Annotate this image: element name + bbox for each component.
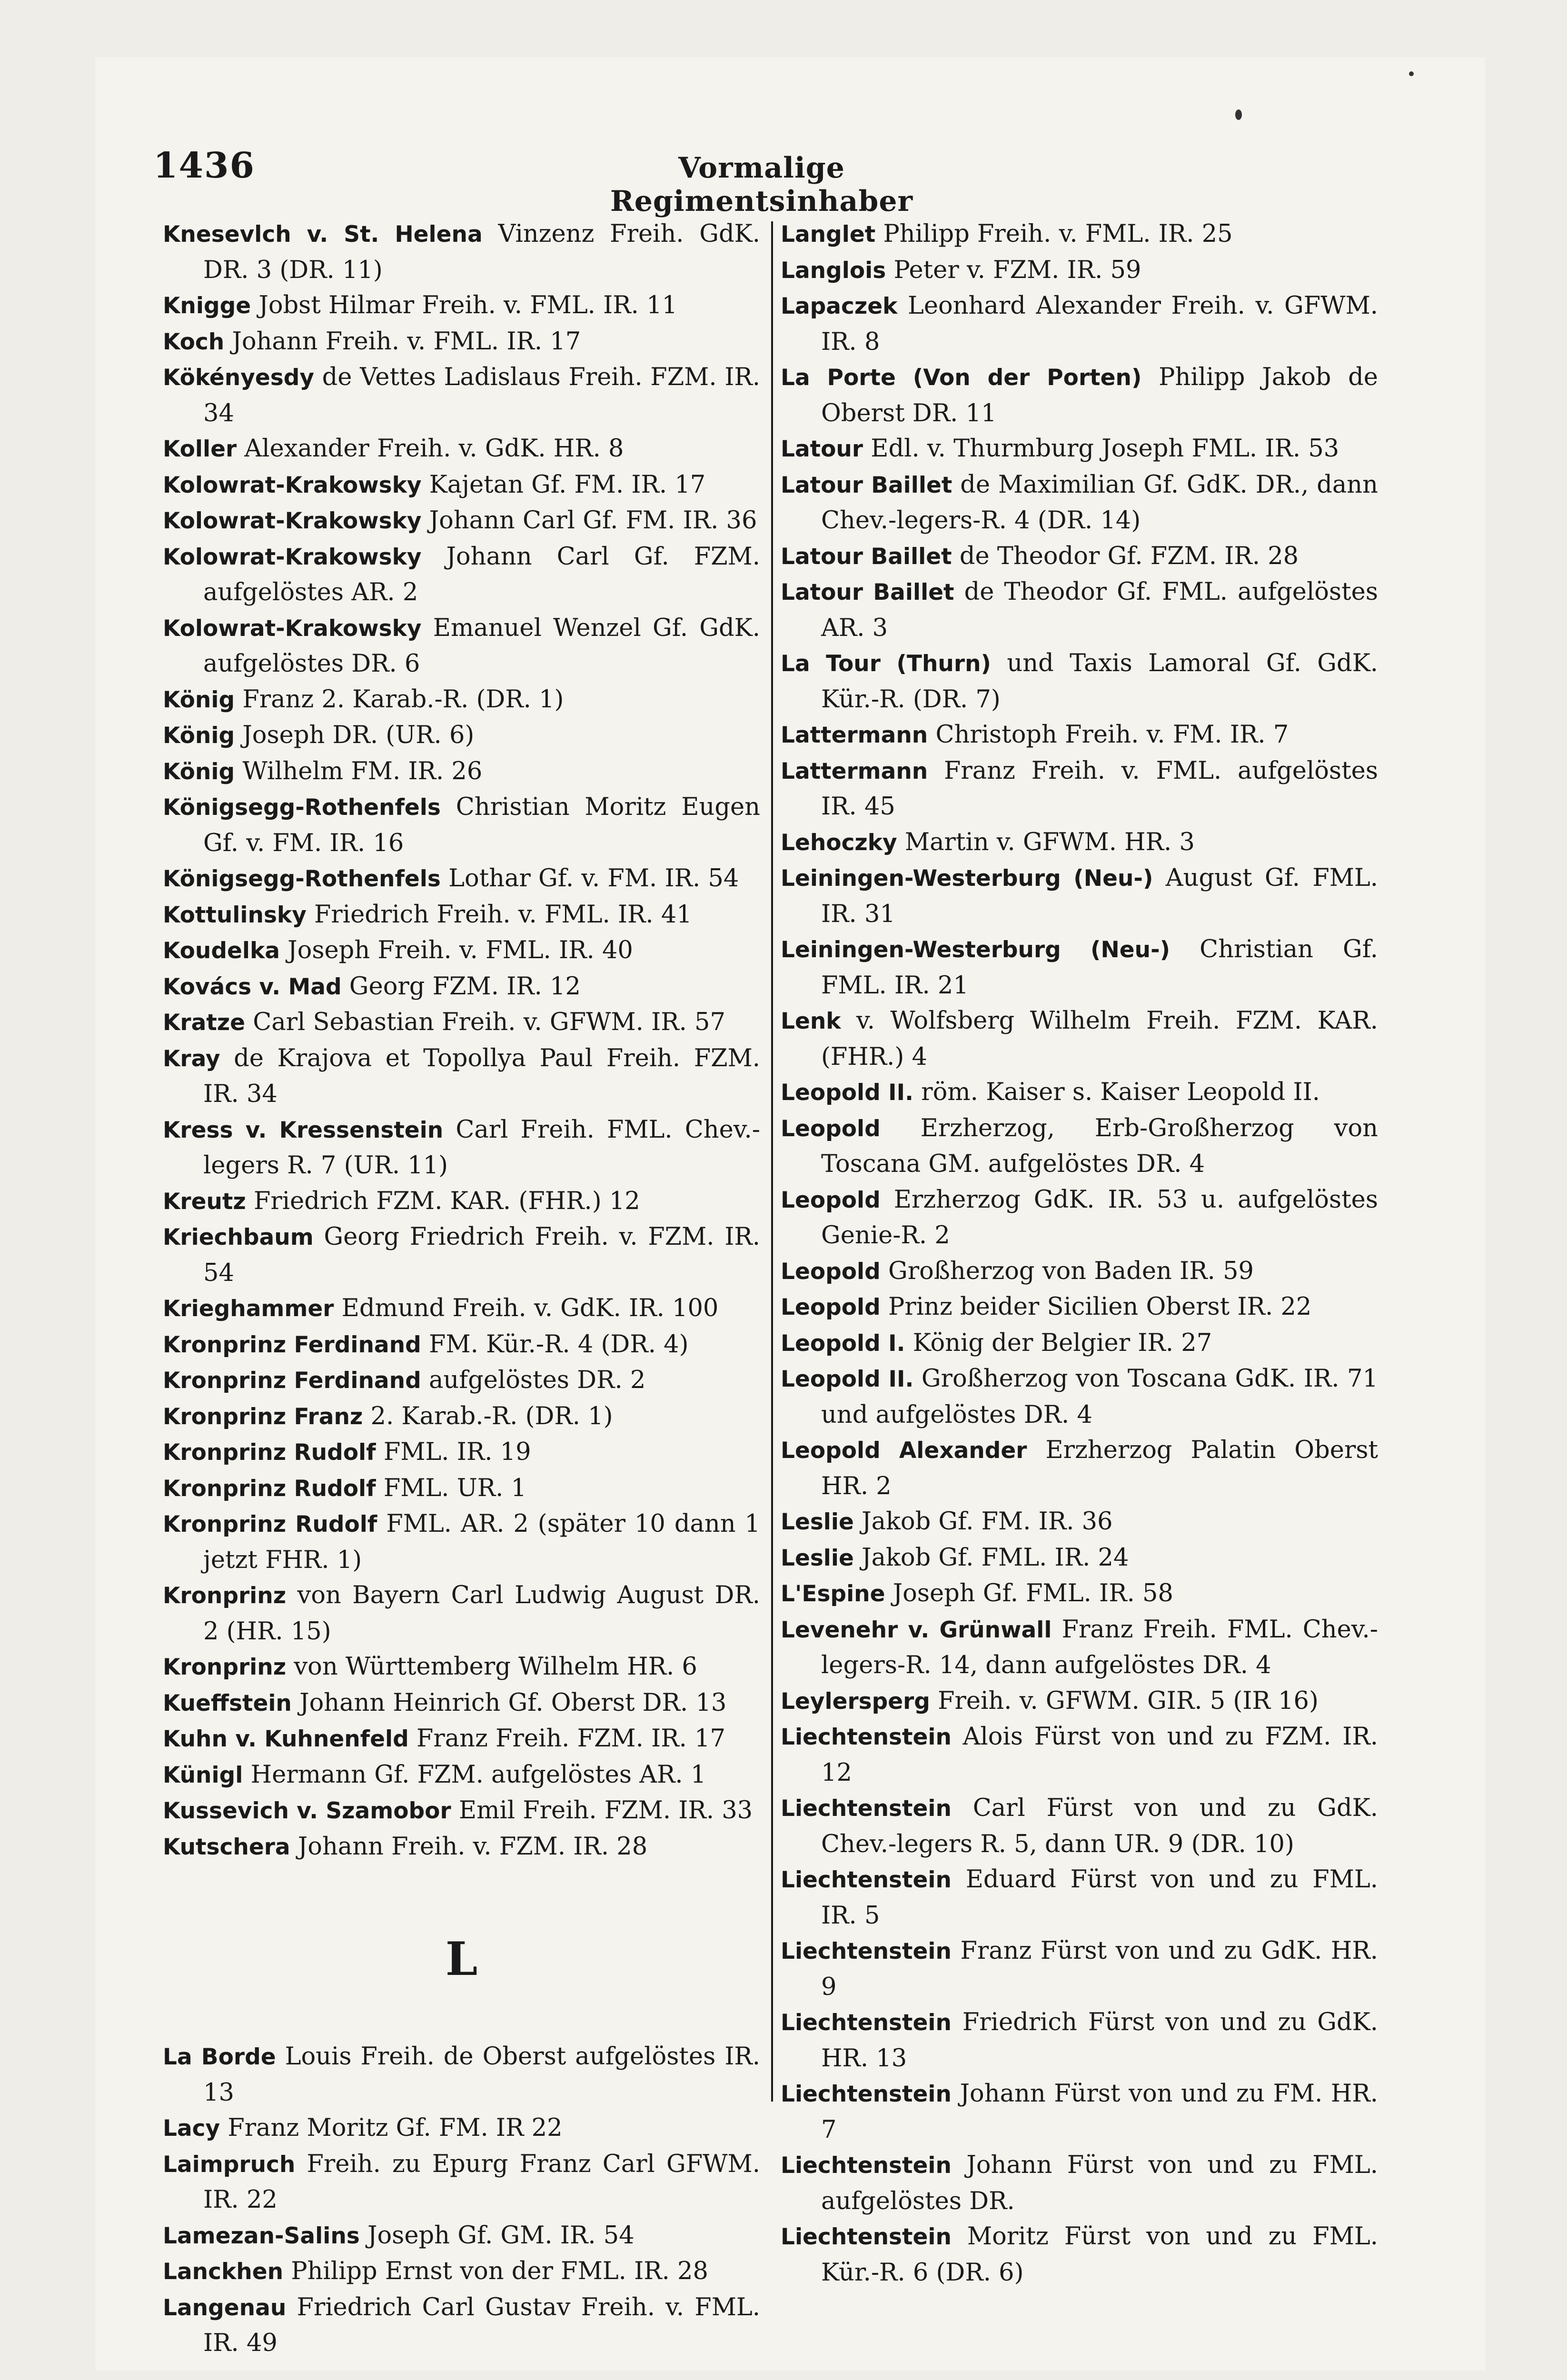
register-entry xyxy=(163,611,760,682)
entry-text: Emanuel Wenzel Gf. GdK. aufgelöstes DR. 6 xyxy=(203,614,760,678)
entry-text: von Württemberg Wilhelm HR. 6 xyxy=(286,1653,697,1681)
register-entry xyxy=(163,969,760,1005)
register-entry xyxy=(781,1254,1378,1290)
entry-text: de Theodor Gf. FML. aufgelöstes AR. 3 xyxy=(821,578,1378,642)
entry-text: Joseph Gf. FML. IR. 58 xyxy=(885,1579,1173,1607)
entry-text: Kajetan Gf. FM. IR. 17 xyxy=(421,470,706,499)
section-letter-heading: L xyxy=(445,1932,478,1986)
entry-headword: König xyxy=(163,686,235,713)
entry-text: de Maximilian Gf. GdK. DR., dann Chev.-legers-R. 4 (DR. 14) xyxy=(821,470,1379,535)
register-entry xyxy=(781,1003,1378,1075)
entry-headword: Kussevich v. Szamobor xyxy=(163,1798,451,1824)
entry-headword: Leopold Alexander xyxy=(781,1438,1027,1464)
entry-headword: Kottulinsky xyxy=(163,902,307,928)
entry-headword: La Tour (Thurn) xyxy=(781,651,992,677)
entry-text: Georg FZM. IR. 12 xyxy=(341,972,581,1001)
entry-headword: Kolowrat-Krakowsky xyxy=(163,472,422,498)
entry-text: Großherzog von Toscana GdK. IR. 71 und aufgelöstes DR. 4 xyxy=(821,1365,1378,1429)
register-entry xyxy=(781,861,1378,932)
register-entry xyxy=(163,1041,760,1112)
register-entry xyxy=(163,1291,760,1327)
entry-text: Friedrich FZM. KAR. (FHR.) 12 xyxy=(246,1187,640,1215)
entry-text: de Krajova et Topollya Paul Freih. FZM. IR. 34 xyxy=(203,1044,760,1108)
entry-text: Franz 2. Karab.-R. (DR. 1) xyxy=(235,685,564,714)
entry-headword: Liechtenstein xyxy=(781,2010,952,2036)
register-entry xyxy=(163,360,760,431)
register-entry xyxy=(781,1576,1378,1612)
entry-list-right xyxy=(781,217,1378,2291)
register-entry xyxy=(163,1005,760,1041)
entry-headword: Latour Baillet xyxy=(781,472,952,498)
entry-text: Joseph Freih. v. FML. IR. 40 xyxy=(279,936,633,964)
entry-headword: König xyxy=(163,758,235,785)
register-entry xyxy=(781,1182,1378,1254)
entry-headword: La Porte (Von der Porten) xyxy=(781,365,1142,391)
entry-text: Edl. v. Thurmburg Joseph FML. IR. 53 xyxy=(863,435,1339,463)
entry-headword: Latour xyxy=(781,436,863,462)
register-entry xyxy=(163,1471,760,1507)
register-entry xyxy=(163,2111,760,2147)
register-entry xyxy=(163,933,760,969)
entry-headword: La Borde xyxy=(163,2044,276,2070)
register-entry xyxy=(163,1757,760,1794)
entry-text: Franz Fürst von und zu GdK. HR. 9 xyxy=(821,1937,1378,2001)
entry-text: Christian Gf. FML. IR. 21 xyxy=(821,935,1378,1000)
register-entry xyxy=(781,1612,1378,1684)
register-entry xyxy=(781,431,1378,467)
entry-headword: Langlet xyxy=(781,221,876,248)
register-entry xyxy=(163,861,760,897)
entry-text: Johann Carl Gf. FM. IR. 36 xyxy=(421,506,757,535)
entry-headword: Kronprinz Rudolf xyxy=(163,1475,376,1502)
register-entry xyxy=(163,897,760,933)
entry-text: de Vettes Ladislaus Freih. FZM. IR. 34 xyxy=(203,363,760,427)
entry-text: Christian Moritz Eugen Gf. v. FM. IR. 16 xyxy=(203,793,760,857)
register-entry xyxy=(781,1540,1378,1577)
entry-headword: Latour Baillet xyxy=(781,579,954,605)
entry-headword: Kolowrat-Krakowsky xyxy=(163,544,422,570)
entry-text: Friedrich Carl Gustav Freih. v. FML. IR. 49 xyxy=(203,2293,760,2357)
entry-text: Moritz Fürst von und zu FML. Kür.-R. 6 (DR. 6) xyxy=(821,2222,1378,2287)
entry-text: v. Wolfsberg Wilhelm Freih. FZM. KAR. (FHR.) 4 xyxy=(821,1007,1378,1071)
entry-headword: Kronprinz xyxy=(163,1583,287,1609)
ink-speck xyxy=(1409,71,1414,76)
entry-text: Carl Sebastian Freih. v. GFWM. IR. 57 xyxy=(245,1008,725,1036)
entry-headword: Leopold II. xyxy=(781,1080,913,1106)
entry-headword: Kriechbaum xyxy=(163,1224,314,1250)
entry-headword: Lattermann xyxy=(781,722,928,748)
entry-headword: Leopold xyxy=(781,1187,881,1213)
entry-headword: Liechtenstein xyxy=(781,2224,952,2250)
entry-headword: Kronprinz xyxy=(163,1654,287,1680)
entry-headword: Langlois xyxy=(781,257,886,284)
entry-headword: König xyxy=(163,723,235,749)
register-entry xyxy=(781,1504,1378,1540)
entry-headword: Lattermann xyxy=(781,758,928,784)
entry-text: Martin v. GFWM. HR. 3 xyxy=(897,828,1195,856)
register-entry xyxy=(163,1184,760,1220)
entry-headword: Leopold II. xyxy=(781,1366,914,1392)
column-divider xyxy=(771,221,773,2102)
entry-headword: Knesevlch v. St. Helena xyxy=(163,221,483,248)
entry-text: Joseph DR. (UR. 6) xyxy=(235,721,475,749)
register-entry xyxy=(781,1433,1378,1504)
entry-headword: Koller xyxy=(163,436,237,462)
entry-headword: Liechtenstein xyxy=(781,1867,952,1893)
entry-text: Prinz beider Sicilien Oberst IR. 22 xyxy=(880,1293,1312,1321)
register-entry xyxy=(781,1111,1378,1182)
register-entry xyxy=(163,1721,760,1757)
entry-headword: Kronprinz Ferdinand xyxy=(163,1331,421,1358)
entry-text: de Theodor Gf. FZM. IR. 28 xyxy=(952,542,1299,570)
entry-headword: Kronprinz Rudolf xyxy=(163,1511,377,1537)
register-entry xyxy=(163,1435,760,1471)
entry-text: Philipp Freih. v. FML. IR. 25 xyxy=(875,220,1233,248)
entry-headword: Kronprinz Franz xyxy=(163,1403,363,1430)
register-entry xyxy=(163,2290,760,2361)
register-entry xyxy=(163,217,760,288)
register-entry xyxy=(163,1649,760,1686)
entry-headword: Leiningen-Westerburg (Neu-) xyxy=(781,937,1170,963)
entry-text: Freih. v. GFWM. GIR. 5 (IR 16) xyxy=(930,1686,1319,1715)
entry-text: Franz Freih. v. FML. aufgelöstes IR. 45 xyxy=(821,756,1378,821)
entry-headword: Kovács v. Mad xyxy=(163,973,342,1000)
entry-text: FML. UR. 1 xyxy=(376,1474,526,1502)
register-entry xyxy=(781,2076,1378,2148)
entry-headword: Lacy xyxy=(163,2115,220,2142)
entry-text: Vinzenz Freih. GdK. DR. 3 (DR. 11) xyxy=(203,220,760,284)
entry-headword: Künigl xyxy=(163,1762,243,1788)
register-entry xyxy=(163,288,760,324)
register-entry xyxy=(781,539,1378,575)
entry-text: Jakob Gf. FML. IR. 24 xyxy=(853,1543,1129,1572)
entry-text: Erzherzog, Erb-Großherzog von Toscana GM. aufgelöstes DR. 4 xyxy=(821,1114,1378,1178)
entry-text: Philipp Jakob de Oberst DR. 11 xyxy=(821,363,1378,427)
entry-headword: Kronprinz Rudolf xyxy=(163,1439,376,1466)
register-entry xyxy=(781,1791,1378,1862)
entry-headword: Lanckhen xyxy=(163,2259,284,2285)
entry-text: Jakob Gf. FM. IR. 36 xyxy=(853,1507,1113,1536)
entry-text: FM. Kür.-R. 4 (DR. 4) xyxy=(421,1330,689,1359)
entry-headword: Königsegg-Rothenfels xyxy=(163,794,441,821)
entry-text: und Taxis Lamoral Gf. GdK. Kür.-R. (DR. 7) xyxy=(821,649,1379,714)
entry-headword: Leiningen-Westerburg (Neu-) xyxy=(781,865,1153,892)
register-entry xyxy=(781,1934,1378,2005)
entry-text: Franz Freih. FZM. IR. 17 xyxy=(408,1725,725,1753)
register-entry xyxy=(781,1289,1378,1326)
entry-list-l xyxy=(163,2039,760,2361)
entry-headword: Königsegg-Rothenfels xyxy=(163,866,441,892)
entry-text: 2. Karab.-R. (DR. 1) xyxy=(363,1402,613,1430)
entry-headword: Kray xyxy=(163,1045,220,1072)
entry-text: Alexander Freih. v. GdK. HR. 8 xyxy=(237,435,624,463)
register-entry xyxy=(781,1684,1378,1720)
register-entry xyxy=(781,253,1378,289)
entry-headword: Kuhn v. Kuhnenfeld xyxy=(163,1726,409,1752)
register-entry xyxy=(781,1719,1378,1791)
register-entry xyxy=(781,1361,1378,1433)
register-entry xyxy=(163,1220,760,1291)
right-column xyxy=(781,217,1378,2291)
register-entry xyxy=(163,324,760,360)
entry-text: Franz Freih. FML. Chev.-legers-R. 14, dann aufgelöstes DR. 4 xyxy=(821,1615,1378,1679)
entry-text: Lothar Gf. v. FM. IR. 54 xyxy=(440,864,739,892)
entry-headword: Langenau xyxy=(163,2294,287,2321)
entry-text: Johann Freih. v. FZM. IR. 28 xyxy=(290,1832,648,1861)
entry-text: Erzherzog Palatin Oberst HR. 2 xyxy=(821,1436,1378,1500)
entry-list-k xyxy=(163,217,760,1865)
entry-headword: Lapaczek xyxy=(781,293,898,319)
entry-headword: Lehoczky xyxy=(781,829,897,856)
register-entry xyxy=(781,754,1378,825)
register-entry xyxy=(163,1399,760,1435)
entry-text: Johann Heinrich Gf. Oberst DR. 13 xyxy=(291,1688,727,1717)
register-entry xyxy=(163,1112,760,1184)
entry-text: FML. IR. 19 xyxy=(376,1438,531,1466)
entry-headword: Levenehr v. Grünwall xyxy=(781,1616,1052,1643)
entry-text: Peter v. FZM. IR. 59 xyxy=(886,256,1141,284)
entry-text: Jobst Hilmar Freih. v. FML. IR. 11 xyxy=(251,291,677,319)
register-entry xyxy=(781,575,1378,646)
register-entry xyxy=(163,2147,760,2218)
register-entry xyxy=(781,467,1378,539)
entry-headword: Leslie xyxy=(781,1509,854,1535)
entry-text: Alois Fürst von und zu FZM. IR. 12 xyxy=(821,1723,1378,1787)
entry-text: von Bayern Carl Ludwig August DR. 2 (HR. 15) xyxy=(203,1581,760,1646)
entry-headword: Leopold I. xyxy=(781,1330,905,1357)
register-entry xyxy=(781,288,1378,360)
entry-headword: Koch xyxy=(163,328,225,355)
register-entry xyxy=(163,503,760,539)
register-entry xyxy=(163,718,760,754)
entry-text: Joseph Gf. GM. IR. 54 xyxy=(359,2221,635,2250)
entry-headword: Leslie xyxy=(781,1545,854,1571)
entry-text: Wilhelm FM. IR. 26 xyxy=(235,757,483,785)
register-entry xyxy=(781,646,1378,717)
register-entry xyxy=(163,431,760,467)
entry-text: Louis Freih. de Oberst aufgelöstes IR. 13 xyxy=(203,2043,760,2107)
entry-headword: Liechtenstein xyxy=(781,2081,952,2107)
register-entry xyxy=(163,1686,760,1722)
entry-headword: Kronprinz Ferdinand xyxy=(163,1368,421,1394)
entry-headword: Kolowrat-Krakowsky xyxy=(163,615,422,642)
entry-text: August Gf. FML. IR. 31 xyxy=(821,864,1379,928)
register-entry xyxy=(781,360,1378,431)
entry-headword: Kueffstein xyxy=(163,1690,292,1716)
running-title: Vormalige Regimentsinhaber xyxy=(610,151,913,218)
entry-headword: Leopold xyxy=(781,1115,881,1142)
entry-text: Carl Freih. FML. Chev.-legers R. 7 (UR. 11) xyxy=(203,1115,760,1180)
entry-headword: Leopold xyxy=(781,1258,881,1285)
register-entry xyxy=(781,932,1378,1003)
register-entry xyxy=(163,790,760,861)
entry-text: Georg Friedrich Freih. v. FZM. IR. 54 xyxy=(203,1223,760,1287)
entry-headword: Kökényesdy xyxy=(163,365,314,391)
entry-headword: Laimpruch xyxy=(163,2151,296,2178)
entry-text: Franz Moritz Gf. FM. IR 22 xyxy=(220,2114,563,2142)
register-entry xyxy=(163,2254,760,2290)
register-entry xyxy=(781,2219,1378,2291)
register-entry xyxy=(781,717,1378,754)
register-entry xyxy=(163,754,760,790)
entry-headword: Krieghammer xyxy=(163,1296,334,1322)
entry-headword: Liechtenstein xyxy=(781,1938,952,1964)
register-entry xyxy=(781,2005,1378,2076)
entry-text: Emil Freih. FZM. IR. 33 xyxy=(451,1796,753,1825)
entry-text: Johann Freih. v. FML. IR. 17 xyxy=(224,327,581,356)
entry-text: Philipp Ernst von der FML. IR. 28 xyxy=(283,2257,708,2285)
entry-headword: Knigge xyxy=(163,293,251,319)
entry-headword: Liechtenstein xyxy=(781,1724,952,1750)
entry-headword: Kolowrat-Krakowsky xyxy=(163,508,422,534)
entry-text: Edmund Freih. v. GdK. IR. 100 xyxy=(334,1294,719,1322)
entry-headword: Kress v. Kressenstein xyxy=(163,1117,444,1143)
register-entry xyxy=(781,1075,1378,1111)
entry-text: Friedrich Freih. v. FML. IR. 41 xyxy=(306,900,692,929)
register-entry xyxy=(163,1829,760,1865)
entry-text: Carl Fürst von und zu GdK. Chev.-legers R. 5, dann UR. 9 (DR. 10) xyxy=(821,1794,1378,1858)
entry-text: Friedrich Fürst von und zu GdK. HR. 13 xyxy=(821,2008,1378,2073)
register-entry xyxy=(781,2148,1378,2219)
register-entry xyxy=(163,2039,760,2111)
register-entry xyxy=(163,682,760,718)
entry-headword: Lamezan-Salins xyxy=(163,2222,360,2249)
register-entry xyxy=(163,1363,760,1399)
register-entry xyxy=(163,467,760,504)
entry-text: FML. AR. 2 (später 10 dann 1 jetzt FHR. 1) xyxy=(203,1510,760,1574)
entry-text: Leonhard Alexander Freih. v. GFWM. IR. 8 xyxy=(821,292,1378,356)
ink-speck xyxy=(1235,109,1242,120)
entry-headword: Leylersperg xyxy=(781,1688,930,1715)
register-entry xyxy=(163,2218,760,2254)
register-entry xyxy=(163,1793,760,1829)
register-entry xyxy=(163,539,760,611)
entry-headword: Kutschera xyxy=(163,1834,290,1860)
entry-text: Johann Fürst von und zu FML. aufgelöstes DR. xyxy=(821,2151,1378,2215)
entry-headword: Liechtenstein xyxy=(781,2152,952,2179)
entry-text: Johann Fürst von und zu FM. HR. 7 xyxy=(821,2080,1378,2144)
entry-text: Hermann Gf. FZM. aufgelöstes AR. 1 xyxy=(243,1760,706,1789)
entry-text: Erzherzog GdK. IR. 53 u. aufgelöstes Genie-R. 2 xyxy=(821,1185,1378,1250)
page-number: 1436 xyxy=(153,145,255,186)
entry-text: aufgelöstes DR. 2 xyxy=(421,1366,646,1394)
entry-headword: Kreutz xyxy=(163,1188,246,1215)
entry-headword: Lenk xyxy=(781,1008,841,1034)
entry-headword: Kratze xyxy=(163,1010,246,1036)
register-entry xyxy=(781,825,1378,861)
entry-text: König der Belgier IR. 27 xyxy=(905,1329,1212,1357)
entry-headword: Leopold xyxy=(781,1294,881,1320)
entry-headword: L'Espine xyxy=(781,1581,885,1607)
register-entry xyxy=(781,1326,1378,1362)
entry-text: röm. Kaiser s. Kaiser Leopold II. xyxy=(913,1078,1320,1106)
left-column xyxy=(163,217,760,2361)
register-entry xyxy=(781,1862,1378,1934)
register-entry xyxy=(781,217,1378,253)
entry-text: Eduard Fürst von und zu FML. IR. 5 xyxy=(821,1865,1378,1930)
register-entry xyxy=(163,1507,760,1578)
entry-headword: Latour Baillet xyxy=(781,543,952,570)
entry-headword: Liechtenstein xyxy=(781,1795,952,1822)
entry-text: Freih. zu Epurg Franz Carl GFWM. IR. 22 xyxy=(203,2150,760,2214)
entry-text: Johann Carl Gf. FZM. aufgelöstes AR. 2 xyxy=(203,542,760,606)
entry-text: Großherzog von Baden IR. 59 xyxy=(880,1257,1254,1285)
register-entry xyxy=(163,1327,760,1363)
register-entry xyxy=(163,1578,760,1649)
entry-headword: Koudelka xyxy=(163,938,280,964)
entry-text: Christoph Freih. v. FM. IR. 7 xyxy=(928,721,1289,749)
